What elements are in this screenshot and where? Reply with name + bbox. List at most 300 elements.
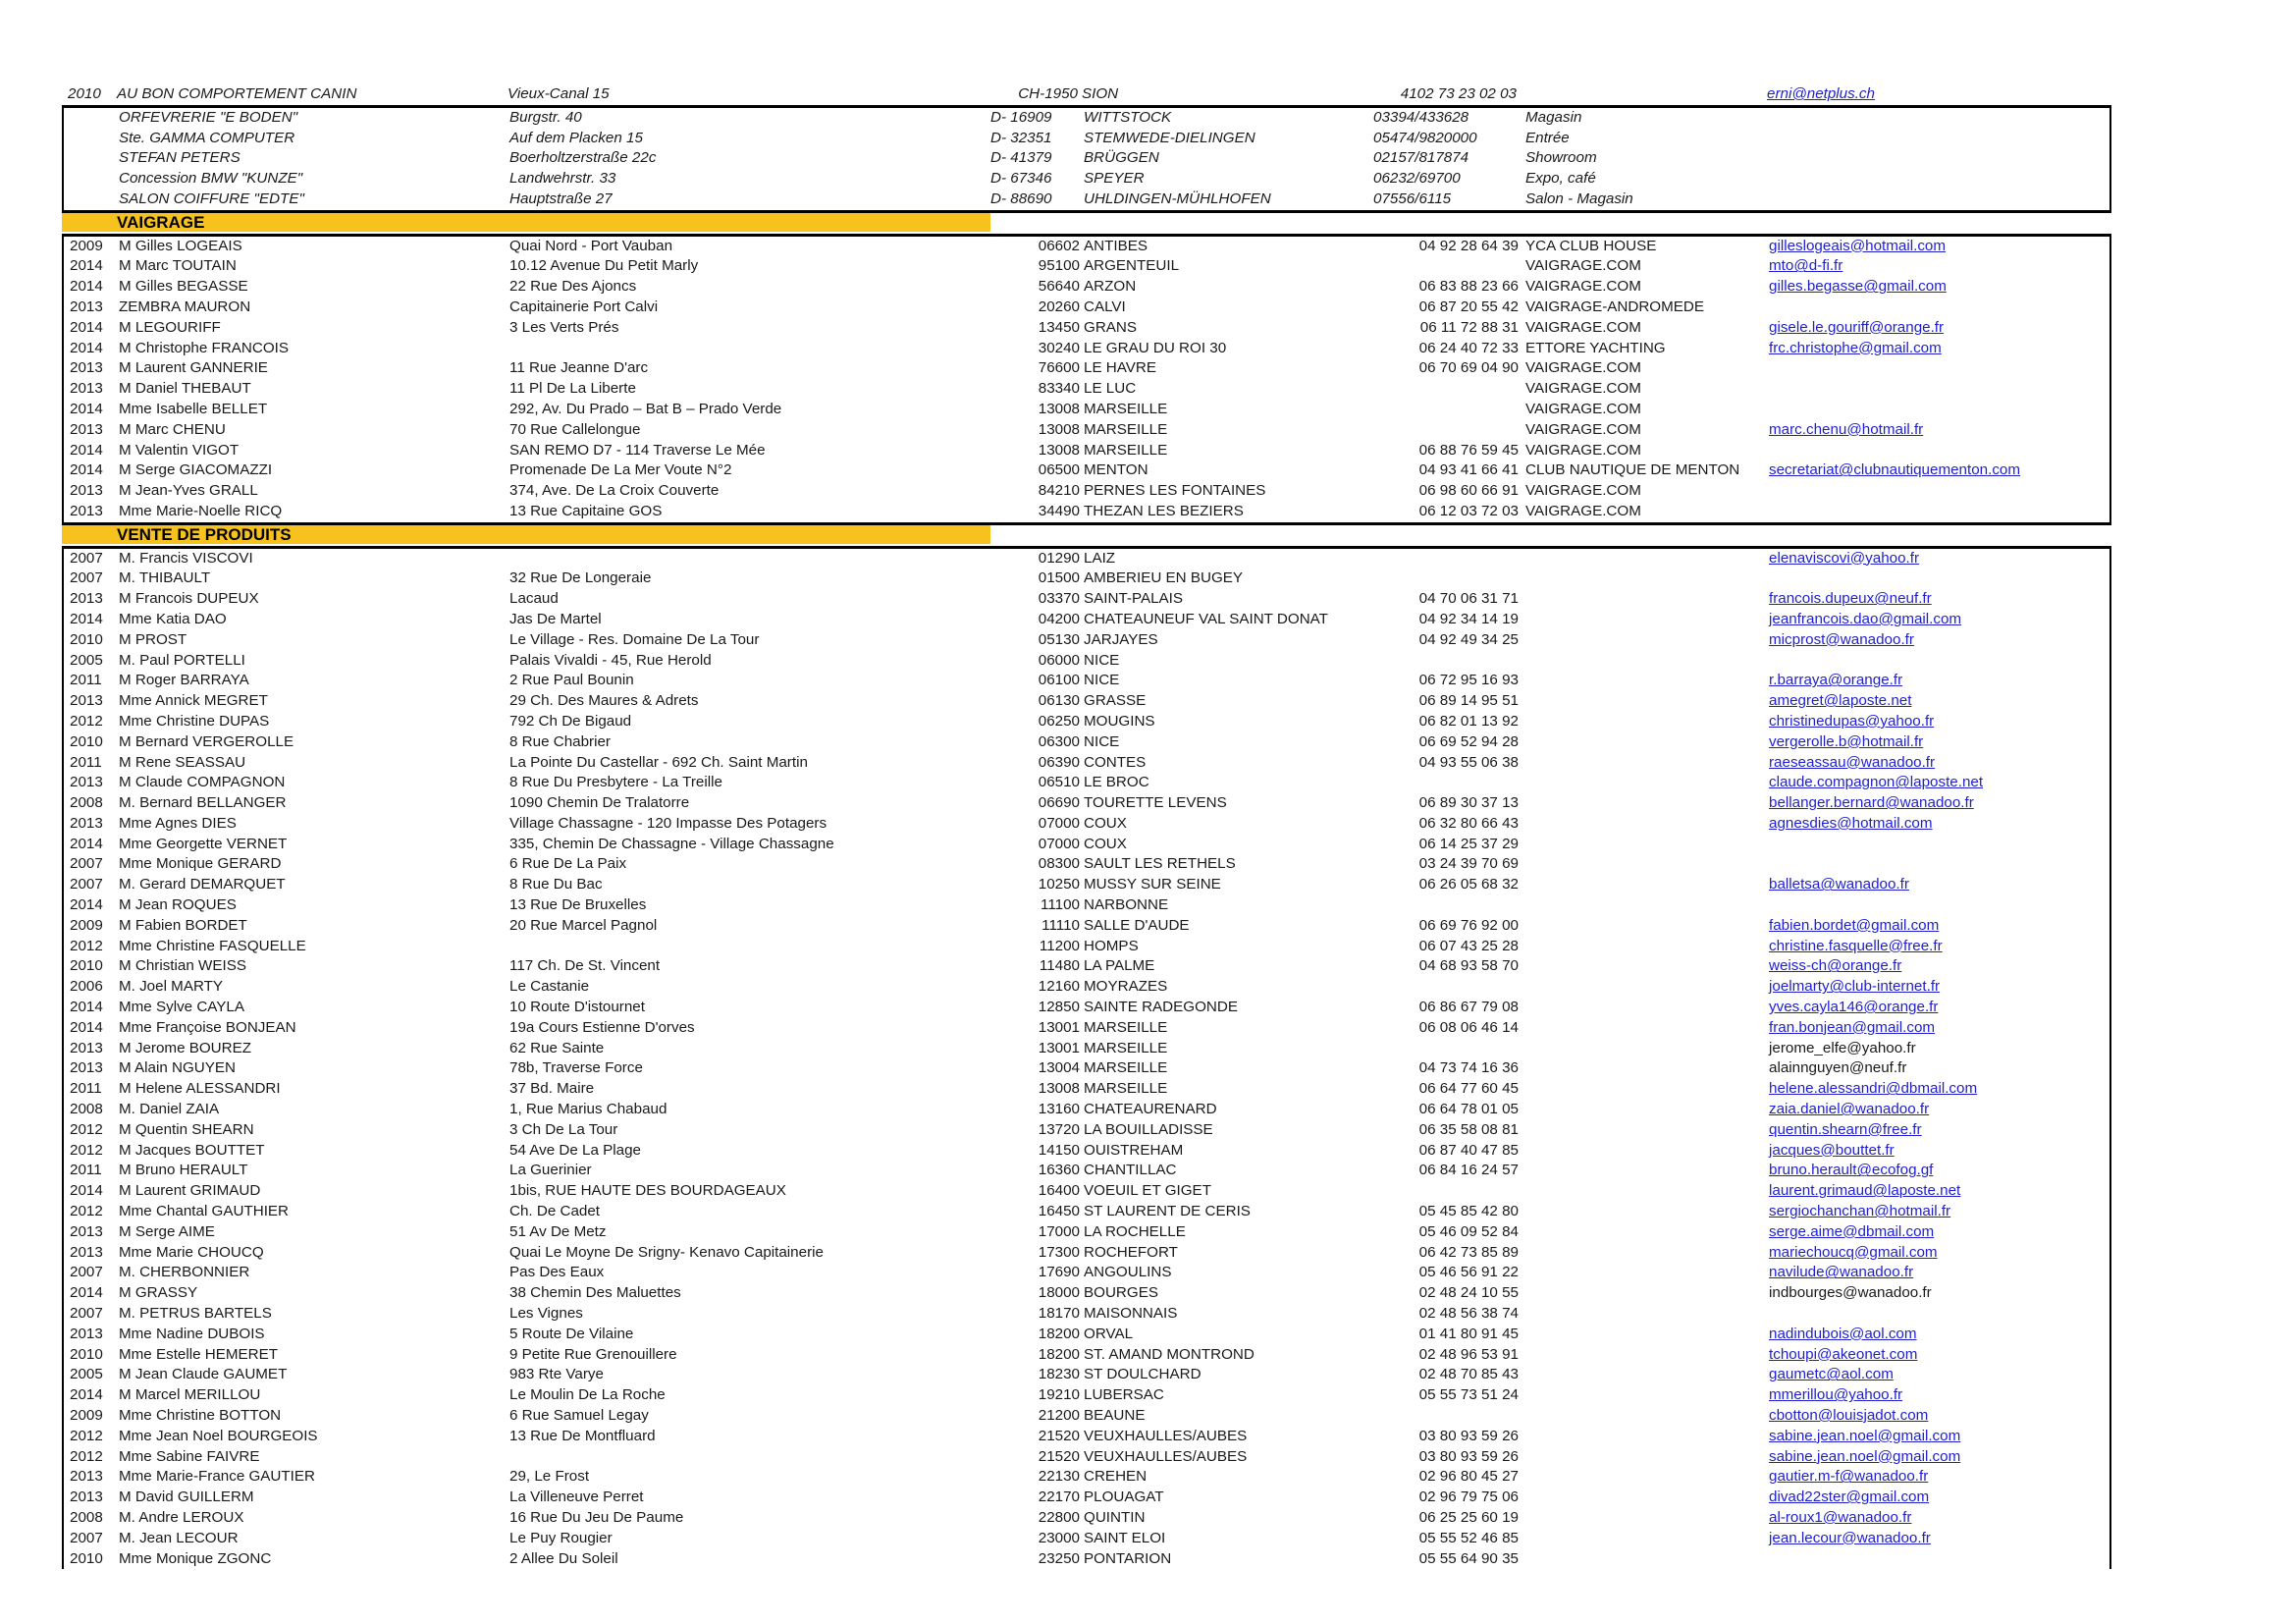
year-cell: 2009 — [70, 237, 103, 254]
phone-cell: 06 42 73 85 89 — [1418, 1243, 1519, 1261]
postcode-cell: D- 32351 — [990, 129, 1052, 146]
table-row — [64, 1467, 2109, 1488]
email-link[interactable]: vergerolle.b@hotmail.fr — [1769, 732, 1924, 750]
phone-cell: 06 64 77 60 45 — [1418, 1080, 1519, 1098]
name-cell: M. Bernard BELLANGER — [119, 794, 287, 812]
address-cell: 37 Bd. Maire — [509, 1080, 595, 1098]
email-link[interactable]: gisele.le.gouriff@orange.fr — [1769, 318, 1945, 336]
address-cell: 117 Ch. De St. Vincent — [509, 957, 661, 975]
name-cell: M Gilles BEGASSE — [119, 278, 248, 296]
year-cell: 2013 — [70, 1222, 103, 1240]
postcode-cell: 34490 — [1038, 502, 1080, 519]
postcode-cell: D- 16909 — [990, 108, 1052, 126]
table-row — [64, 691, 2109, 712]
email-link[interactable]: nadindubois@aol.com — [1769, 1325, 1917, 1342]
email-link[interactable]: sabine.jean.noel@gmail.com — [1769, 1447, 1961, 1465]
phone-cell: 06 98 60 66 91 — [1418, 482, 1519, 500]
name-cell: M Fabien BORDET — [119, 916, 247, 934]
name-cell: Mme Jean Noel BOURGEOIS — [119, 1427, 318, 1444]
table-row — [64, 1325, 2109, 1345]
name-cell: Mme Christine FASQUELLE — [119, 937, 306, 954]
company-cell: YCA CLUB HOUSE — [1525, 237, 1657, 254]
name-cell: ZEMBRA MAURON — [119, 298, 251, 315]
postcode-cell: 56640 — [1038, 278, 1080, 296]
table-row — [64, 1120, 2109, 1141]
city-cell: ANTIBES — [1084, 237, 1148, 254]
name-cell: Ste. GAMMA COMPUTER — [119, 129, 295, 146]
year-cell: 2013 — [70, 298, 103, 315]
city-cell: MOYRAZES — [1084, 978, 1168, 996]
name-cell: M Christian WEISS — [119, 957, 246, 975]
postcode-cell: D- 88690 — [990, 189, 1052, 207]
name-cell: M Laurent GRIMAUD — [119, 1182, 261, 1200]
email-link[interactable]: francois.dupeux@neuf.fr — [1769, 590, 1932, 608]
name-cell: M Helene ALESSANDRI — [119, 1080, 281, 1098]
name-cell: M. CHERBONNIER — [119, 1264, 250, 1281]
city-cell: CREHEN — [1084, 1468, 1148, 1486]
name-cell: Mme Sylve CAYLA — [119, 999, 245, 1016]
address-cell: 16 Rue Du Jeu De Paume — [509, 1508, 684, 1526]
email-link[interactable]: quentin.shearn@free.fr — [1769, 1120, 1922, 1138]
address-cell: 1, Rue Marius Chabaud — [509, 1101, 667, 1118]
name-cell: M David GUILLERM — [119, 1489, 254, 1506]
name-cell: M. Andre LEROUX — [119, 1508, 244, 1526]
first-block — [62, 84, 2111, 105]
city-cell: LUBERSAC — [1084, 1386, 1164, 1404]
address-cell: 1bis, RUE HAUTE DES BOURDAGEAUX — [509, 1182, 786, 1200]
table-row — [64, 1427, 2109, 1447]
email-link[interactable]: divad22ster@gmail.com — [1769, 1489, 1930, 1506]
postcode-cell: 06690 — [1038, 794, 1080, 812]
phone-cell: 05 46 56 91 22 — [1418, 1264, 1519, 1281]
table-row — [64, 237, 2109, 257]
year-cell: 2013 — [70, 692, 103, 710]
postcode-cell: 84210 — [1038, 482, 1080, 500]
email-link[interactable]: jean.lecour@wanadoo.fr — [1769, 1529, 1931, 1546]
year-cell: 2012 — [70, 1120, 103, 1138]
year-cell: 2011 — [70, 753, 102, 771]
year-cell: 2013 — [70, 1325, 103, 1342]
table-row — [64, 977, 2109, 998]
year-cell: 2013 — [70, 1039, 103, 1056]
city-cell: MARSEILLE — [1084, 1059, 1168, 1077]
email-link[interactable]: sabine.jean.noel@gmail.com — [1769, 1427, 1961, 1444]
year-cell: 2013 — [70, 502, 103, 519]
email-link[interactable]: laurent.grimaud@laposte.net — [1769, 1182, 1961, 1200]
city-cell: SAULT LES RETHELS — [1084, 855, 1236, 873]
phone-cell: 06 08 06 46 14 — [1418, 1018, 1519, 1036]
email-cell: alainnguyen@neuf.fr — [1769, 1059, 1907, 1077]
city-cell: SION — [1082, 85, 1119, 102]
postcode-cell: 18200 — [1038, 1325, 1080, 1342]
postcode-cell: 17690 — [1038, 1264, 1080, 1281]
table-row — [64, 400, 2109, 420]
city-cell: BOURGES — [1084, 1284, 1158, 1302]
year-cell: 2012 — [70, 712, 103, 730]
table-row — [64, 441, 2109, 461]
email-link[interactable]: weiss-ch@orange.fr — [1769, 957, 1902, 975]
address-cell: 5 Route De Vilaine — [509, 1325, 634, 1342]
postcode-cell: 11110 — [1041, 916, 1080, 934]
address-cell: 38 Chemin Des Maluettes — [509, 1284, 681, 1302]
name-cell: M Alain NGUYEN — [119, 1059, 237, 1077]
year-cell: 2014 — [70, 318, 103, 336]
year-cell: 2011 — [70, 672, 102, 689]
year-cell: 2014 — [70, 896, 103, 914]
city-cell: NICE — [1084, 732, 1120, 750]
year-cell: 2014 — [70, 400, 103, 417]
name-cell: M Daniel THEBAUT — [119, 380, 251, 398]
address-cell: Boerholtzerstraße 22c — [509, 149, 657, 167]
table-row — [64, 1488, 2109, 1508]
email-link[interactable]: mariechoucq@gmail.com — [1769, 1243, 1938, 1261]
phone-cell: 06 87 40 47 85 — [1418, 1141, 1519, 1159]
year-cell: 2013 — [70, 814, 103, 832]
postcode-cell: 08300 — [1038, 855, 1080, 873]
email-link[interactable]: gilleslogeais@hotmail.com — [1769, 237, 1947, 254]
email-link[interactable]: jeanfrancois.dao@gmail.com — [1769, 610, 1962, 627]
year-cell: 2010 — [70, 732, 103, 750]
table-row — [64, 956, 2109, 977]
year-cell: 2014 — [70, 835, 103, 852]
city-cell: UHLDINGEN-MÜHLHOFEN — [1084, 189, 1271, 207]
table-row — [64, 148, 2109, 169]
email-link[interactable]: sergiochanchan@hotmail.fr — [1769, 1203, 1951, 1220]
table-row — [64, 1508, 2109, 1529]
city-cell: CHANTILLAC — [1084, 1162, 1177, 1179]
city-cell: CALVI — [1084, 298, 1126, 315]
email-link[interactable]: al-roux1@wanadoo.fr — [1769, 1508, 1912, 1526]
email-link[interactable]: amegret@laposte.net — [1769, 692, 1912, 710]
city-cell: BEAUNE — [1084, 1407, 1146, 1424]
name-cell: Mme Christine DUPAS — [119, 712, 270, 730]
germany-block — [62, 105, 2111, 213]
table-row — [64, 1100, 2109, 1120]
table-row — [64, 854, 2109, 875]
postcode-cell: D- 67346 — [990, 170, 1052, 188]
email-link[interactable]: r.barraya@orange.fr — [1769, 672, 1903, 689]
year-cell: 2014 — [70, 278, 103, 296]
postcode-cell: 07000 — [1038, 814, 1080, 832]
year-cell: 2008 — [70, 794, 103, 812]
address-cell: 22 Rue Des Ajoncs — [509, 278, 637, 296]
year-cell: 2014 — [70, 610, 103, 627]
email-link[interactable]: secretariat@clubnautiquementon.com — [1769, 461, 2021, 479]
email-link[interactable]: serge.aime@dbmail.com — [1769, 1222, 1935, 1240]
postcode-cell: CH-1950 — [1018, 85, 1078, 102]
year-cell: 2012 — [70, 1447, 103, 1465]
address-cell: Village Chassagne - 120 Impasse Des Potagers — [509, 814, 828, 832]
name-cell: M Quentin SHEARN — [119, 1120, 254, 1138]
name-cell: Mme Monique ZGONC — [119, 1549, 272, 1567]
phone-cell: 05 55 64 90 35 — [1418, 1549, 1519, 1567]
table-row — [64, 1161, 2109, 1181]
postcode-cell: D- 41379 — [990, 149, 1052, 167]
postcode-cell: 06000 — [1038, 651, 1080, 669]
company-cell: VAIGRAGE.COM — [1525, 420, 1641, 438]
email-link[interactable]: helene.alessandri@dbmail.com — [1769, 1080, 1978, 1098]
postcode-cell: 06510 — [1038, 774, 1080, 791]
email-link[interactable]: marc.chenu@hotmail.fr — [1769, 420, 1924, 438]
email-link[interactable]: micprost@wanadoo.fr — [1769, 630, 1914, 648]
section-body — [62, 234, 2111, 525]
name-cell: ORFEVRERIE "E BODEN" — [119, 108, 298, 126]
city-cell: LE HAVRE — [1084, 359, 1156, 377]
table-row — [64, 502, 2109, 522]
year-cell: 2011 — [70, 1162, 102, 1179]
year-cell: 2014 — [70, 257, 103, 275]
address-cell: Ch. De Cadet — [509, 1203, 601, 1220]
address-cell: Quai Nord - Port Vauban — [509, 237, 673, 254]
email-link[interactable]: jacques@bouttet.fr — [1769, 1141, 1895, 1159]
city-cell: ARGENTEUIL — [1084, 257, 1180, 275]
address-cell: 792 Ch De Bigaud — [509, 712, 632, 730]
phone-cell: 06 69 76 92 00 — [1418, 916, 1519, 934]
phone-cell: 06232/69700 — [1373, 170, 1461, 188]
postcode-cell: 18230 — [1038, 1366, 1080, 1383]
postcode-cell: 13160 — [1038, 1101, 1080, 1118]
name-cell: M. PETRUS BARTELS — [119, 1305, 272, 1323]
name-cell: M Serge GIACOMAZZI — [119, 461, 273, 479]
email-link[interactable]: fran.bonjean@gmail.com — [1769, 1018, 1936, 1036]
name-cell: M. THIBAULT — [119, 569, 211, 587]
postcode-cell: 23250 — [1038, 1549, 1080, 1567]
phone-cell: 06 69 52 94 28 — [1418, 732, 1519, 750]
email-link[interactable]: christine.fasquelle@free.fr — [1769, 937, 1943, 954]
year-cell: 2010 — [70, 957, 103, 975]
address-cell: Les Vignes — [509, 1305, 583, 1323]
address-cell: 10.12 Avenue Du Petit Marly — [509, 257, 699, 275]
email-link[interactable]: mto@d-fi.fr — [1769, 257, 1843, 275]
postcode-cell: 04200 — [1038, 610, 1080, 627]
postcode-cell: 07000 — [1038, 835, 1080, 852]
name-cell: M Marc CHENU — [119, 420, 226, 438]
company-cell: VAIGRAGE.COM — [1525, 318, 1641, 336]
table-row — [64, 610, 2109, 630]
email-link[interactable]: erni@netplus.ch — [1767, 85, 1875, 102]
year-cell: 2012 — [70, 1141, 103, 1159]
table-row — [64, 277, 2109, 298]
email-link[interactable]: gaumetc@aol.com — [1769, 1366, 1894, 1383]
year-cell: 2013 — [70, 1468, 103, 1486]
name-cell: Mme Marie-France GAUTIER — [119, 1468, 315, 1486]
phone-cell: 03 80 93 59 26 — [1418, 1427, 1519, 1444]
city-cell: MOUGINS — [1084, 712, 1155, 730]
address-cell: 20 Rue Marcel Pagnol — [509, 916, 658, 934]
company-cell: VAIGRAGE.COM — [1525, 441, 1641, 459]
email-link[interactable]: raeseassau@wanadoo.fr — [1769, 753, 1936, 771]
year-cell: 2013 — [70, 380, 103, 398]
address-cell: Landwehrstr. 33 — [509, 170, 616, 188]
name-cell: M. Paul PORTELLI — [119, 651, 245, 669]
phone-cell: 03 24 39 70 69 — [1418, 855, 1519, 873]
postcode-cell: 21200 — [1038, 1407, 1080, 1424]
phone-cell: 02 48 70 85 43 — [1418, 1366, 1519, 1383]
year-cell: 2013 — [70, 774, 103, 791]
postcode-cell: 18000 — [1038, 1284, 1080, 1302]
table-row — [64, 712, 2109, 732]
phone-cell: 06 88 76 59 45 — [1418, 441, 1519, 459]
city-cell: NICE — [1084, 651, 1120, 669]
year-cell: 2013 — [70, 590, 103, 608]
phone-cell: 04 93 41 66 41 — [1418, 461, 1519, 479]
postcode-cell: 16360 — [1038, 1162, 1080, 1179]
name-cell: Mme Agnes DIES — [119, 814, 237, 832]
email-link[interactable]: bruno.herault@ecofog.gf — [1769, 1162, 1934, 1179]
email-link[interactable]: claude.compagnon@laposte.net — [1769, 774, 1984, 791]
email-link[interactable]: joelmarty@club-internet.fr — [1769, 978, 1941, 996]
phone-cell: 02 48 56 38 74 — [1418, 1305, 1519, 1323]
phone-cell: 06 83 88 23 66 — [1418, 278, 1519, 296]
year-cell: 2005 — [70, 651, 103, 669]
address-cell: 11 Rue Jeanne D'arc — [509, 359, 649, 377]
name-cell: Mme Marie CHOUCQ — [119, 1243, 264, 1261]
city-cell: CONTES — [1084, 753, 1147, 771]
postcode-cell: 05130 — [1038, 630, 1080, 648]
email-link[interactable]: christinedupas@yahoo.fr — [1769, 712, 1935, 730]
postcode-cell: 13001 — [1038, 1039, 1080, 1056]
table-row — [64, 1447, 2109, 1468]
address-cell: Capitainerie Port Calvi — [509, 298, 659, 315]
phone-cell: 04 73 74 16 36 — [1418, 1059, 1519, 1077]
address-cell: 51 Av De Metz — [509, 1222, 607, 1240]
city-cell: MARSEILLE — [1084, 1080, 1168, 1098]
table-row — [64, 256, 2109, 277]
year-cell: 2011 — [70, 1080, 102, 1098]
year-cell: 2014 — [70, 461, 103, 479]
name-cell: Mme Estelle HEMERET — [119, 1345, 279, 1363]
table-row — [64, 937, 2109, 957]
company-cell: VAIGRAGE.COM — [1525, 502, 1641, 519]
postcode-cell: 17300 — [1038, 1243, 1080, 1261]
address-cell: 3 Les Verts Prés — [509, 318, 619, 336]
phone-cell: 06 89 30 37 13 — [1418, 794, 1519, 812]
city-cell: HOMPS — [1084, 937, 1139, 954]
phone-cell: 05 55 73 51 24 — [1418, 1386, 1519, 1404]
address-cell: 374, Ave. De La Croix Couverte — [509, 482, 720, 500]
email-link[interactable]: agnesdies@hotmail.com — [1769, 814, 1933, 832]
name-cell: Mme Sabine FAIVRE — [119, 1447, 260, 1465]
address-cell: Vieux-Canal 15 — [507, 85, 610, 102]
address-cell: Le Puy Rougier — [509, 1529, 613, 1546]
phone-cell: 02 48 24 10 55 — [1418, 1284, 1519, 1302]
name-cell: M Francois DUPEUX — [119, 590, 259, 608]
email-link[interactable]: mmerillou@yahoo.fr — [1769, 1386, 1903, 1404]
city-cell: SPEYER — [1084, 170, 1145, 188]
postcode-cell: 06250 — [1038, 712, 1080, 730]
name-cell: M GRASSY — [119, 1284, 198, 1302]
phone-cell: 06 86 67 79 08 — [1418, 999, 1519, 1016]
address-cell: SAN REMO D7 - 114 Traverse Le Mée — [509, 441, 766, 459]
name-cell: M LEGOURIFF — [119, 318, 221, 336]
name-cell: Mme Annick MEGRET — [119, 692, 268, 710]
email-link[interactable]: cbotton@louisjadot.com — [1769, 1407, 1929, 1424]
name-cell: M Christophe FRANCOIS — [119, 339, 290, 356]
address-cell: Burgstr. 40 — [509, 108, 582, 126]
email-link[interactable]: tchoupi@akeonet.com — [1769, 1345, 1918, 1363]
address-cell: 13 Rue De Bruxelles — [509, 896, 647, 914]
phone-cell: 4102 73 23 02 03 — [1400, 85, 1517, 102]
name-cell: Concession BMW "KUNZE" — [119, 170, 303, 188]
email-link[interactable]: yves.cayla146@orange.fr — [1769, 999, 1939, 1016]
postcode-cell: 11480 — [1039, 957, 1080, 975]
section-body — [62, 546, 2111, 1570]
address-cell: 8 Rue Du Presbytere - La Treille — [509, 774, 722, 791]
year-cell: 2007 — [70, 1264, 103, 1281]
email-link[interactable]: balletsa@wanadoo.fr — [1769, 876, 1909, 893]
name-cell: STEFAN PETERS — [119, 149, 240, 167]
table-row — [64, 1018, 2109, 1039]
postcode-cell: 10250 — [1038, 876, 1080, 893]
name-cell: M Jean Claude GAUMET — [119, 1366, 288, 1383]
address-cell: Le Village - Res. Domaine De La Tour — [509, 630, 760, 648]
year-cell: 2012 — [70, 1427, 103, 1444]
email-link[interactable]: fabien.bordet@gmail.com — [1769, 916, 1940, 934]
phone-cell: 06 64 78 01 05 — [1418, 1101, 1519, 1118]
table-row — [64, 1406, 2109, 1427]
city-cell: MAISONNAIS — [1084, 1305, 1178, 1323]
address-cell: 8 Rue Du Bac — [509, 876, 603, 893]
email-link[interactable]: bellanger.bernard@wanadoo.fr — [1769, 794, 1974, 812]
postcode-cell: 30240 — [1038, 339, 1080, 356]
postcode-cell: 21520 — [1038, 1447, 1080, 1465]
year-cell: 2007 — [70, 549, 103, 567]
name-cell: M. Francis VISCOVI — [119, 549, 253, 567]
company-cell: VAIGRAGE.COM — [1525, 482, 1641, 500]
city-cell: ST DOULCHARD — [1084, 1366, 1201, 1383]
email-link[interactable]: elenaviscovi@yahoo.fr — [1769, 549, 1920, 567]
name-cell: AU BON COMPORTEMENT CANIN — [117, 85, 357, 102]
postcode-cell: 13008 — [1038, 400, 1080, 417]
company-cell: VAIGRAGE.COM — [1525, 257, 1641, 275]
table-row — [64, 1365, 2109, 1385]
phone-cell: 04 92 28 64 39 — [1418, 237, 1519, 254]
email-link[interactable]: zaia.daniel@wanadoo.fr — [1769, 1101, 1930, 1118]
postcode-cell: 13720 — [1038, 1120, 1080, 1138]
city-cell: MENTON — [1084, 461, 1148, 479]
email-link[interactable]: frc.christophe@gmail.com — [1769, 339, 1942, 356]
phone-cell: 06 14 25 37 29 — [1418, 835, 1519, 852]
phone-cell: 06 82 01 13 92 — [1418, 712, 1519, 730]
year-cell: 2014 — [70, 1182, 103, 1200]
postcode-cell: 20260 — [1038, 298, 1080, 315]
table-row — [64, 814, 2109, 835]
company-cell: VAIGRAGE.COM — [1525, 278, 1641, 296]
email-link[interactable]: gilles.begasse@gmail.com — [1769, 278, 1947, 296]
city-cell: PONTARION — [1084, 1549, 1172, 1567]
name-cell: M Marcel MERILLOU — [119, 1386, 261, 1404]
table-row — [64, 460, 2109, 481]
email-link[interactable]: navilude@wanadoo.fr — [1769, 1264, 1914, 1281]
table-row — [64, 732, 2109, 753]
year-cell: 2010 — [70, 1345, 103, 1363]
table-row — [64, 1058, 2109, 1079]
year-cell: 2014 — [70, 339, 103, 356]
postcode-cell: 13004 — [1038, 1059, 1080, 1077]
city-cell: ST. AMAND MONTROND — [1084, 1345, 1255, 1363]
table-row — [64, 1079, 2109, 1100]
table-row — [64, 420, 2109, 441]
table-row — [64, 1202, 2109, 1222]
email-link[interactable]: gautier.m-f@wanadoo.fr — [1769, 1468, 1929, 1486]
table-row — [64, 568, 2109, 589]
email-cell: indbourges@wanadoo.fr — [1769, 1284, 1932, 1302]
postcode-cell: 06130 — [1038, 692, 1080, 710]
phone-cell: 06 32 80 66 43 — [1418, 814, 1519, 832]
company-cell: Expo, café — [1525, 170, 1596, 188]
phone-cell: 06 24 40 72 33 — [1418, 339, 1519, 356]
postcode-cell: 18170 — [1038, 1305, 1080, 1323]
